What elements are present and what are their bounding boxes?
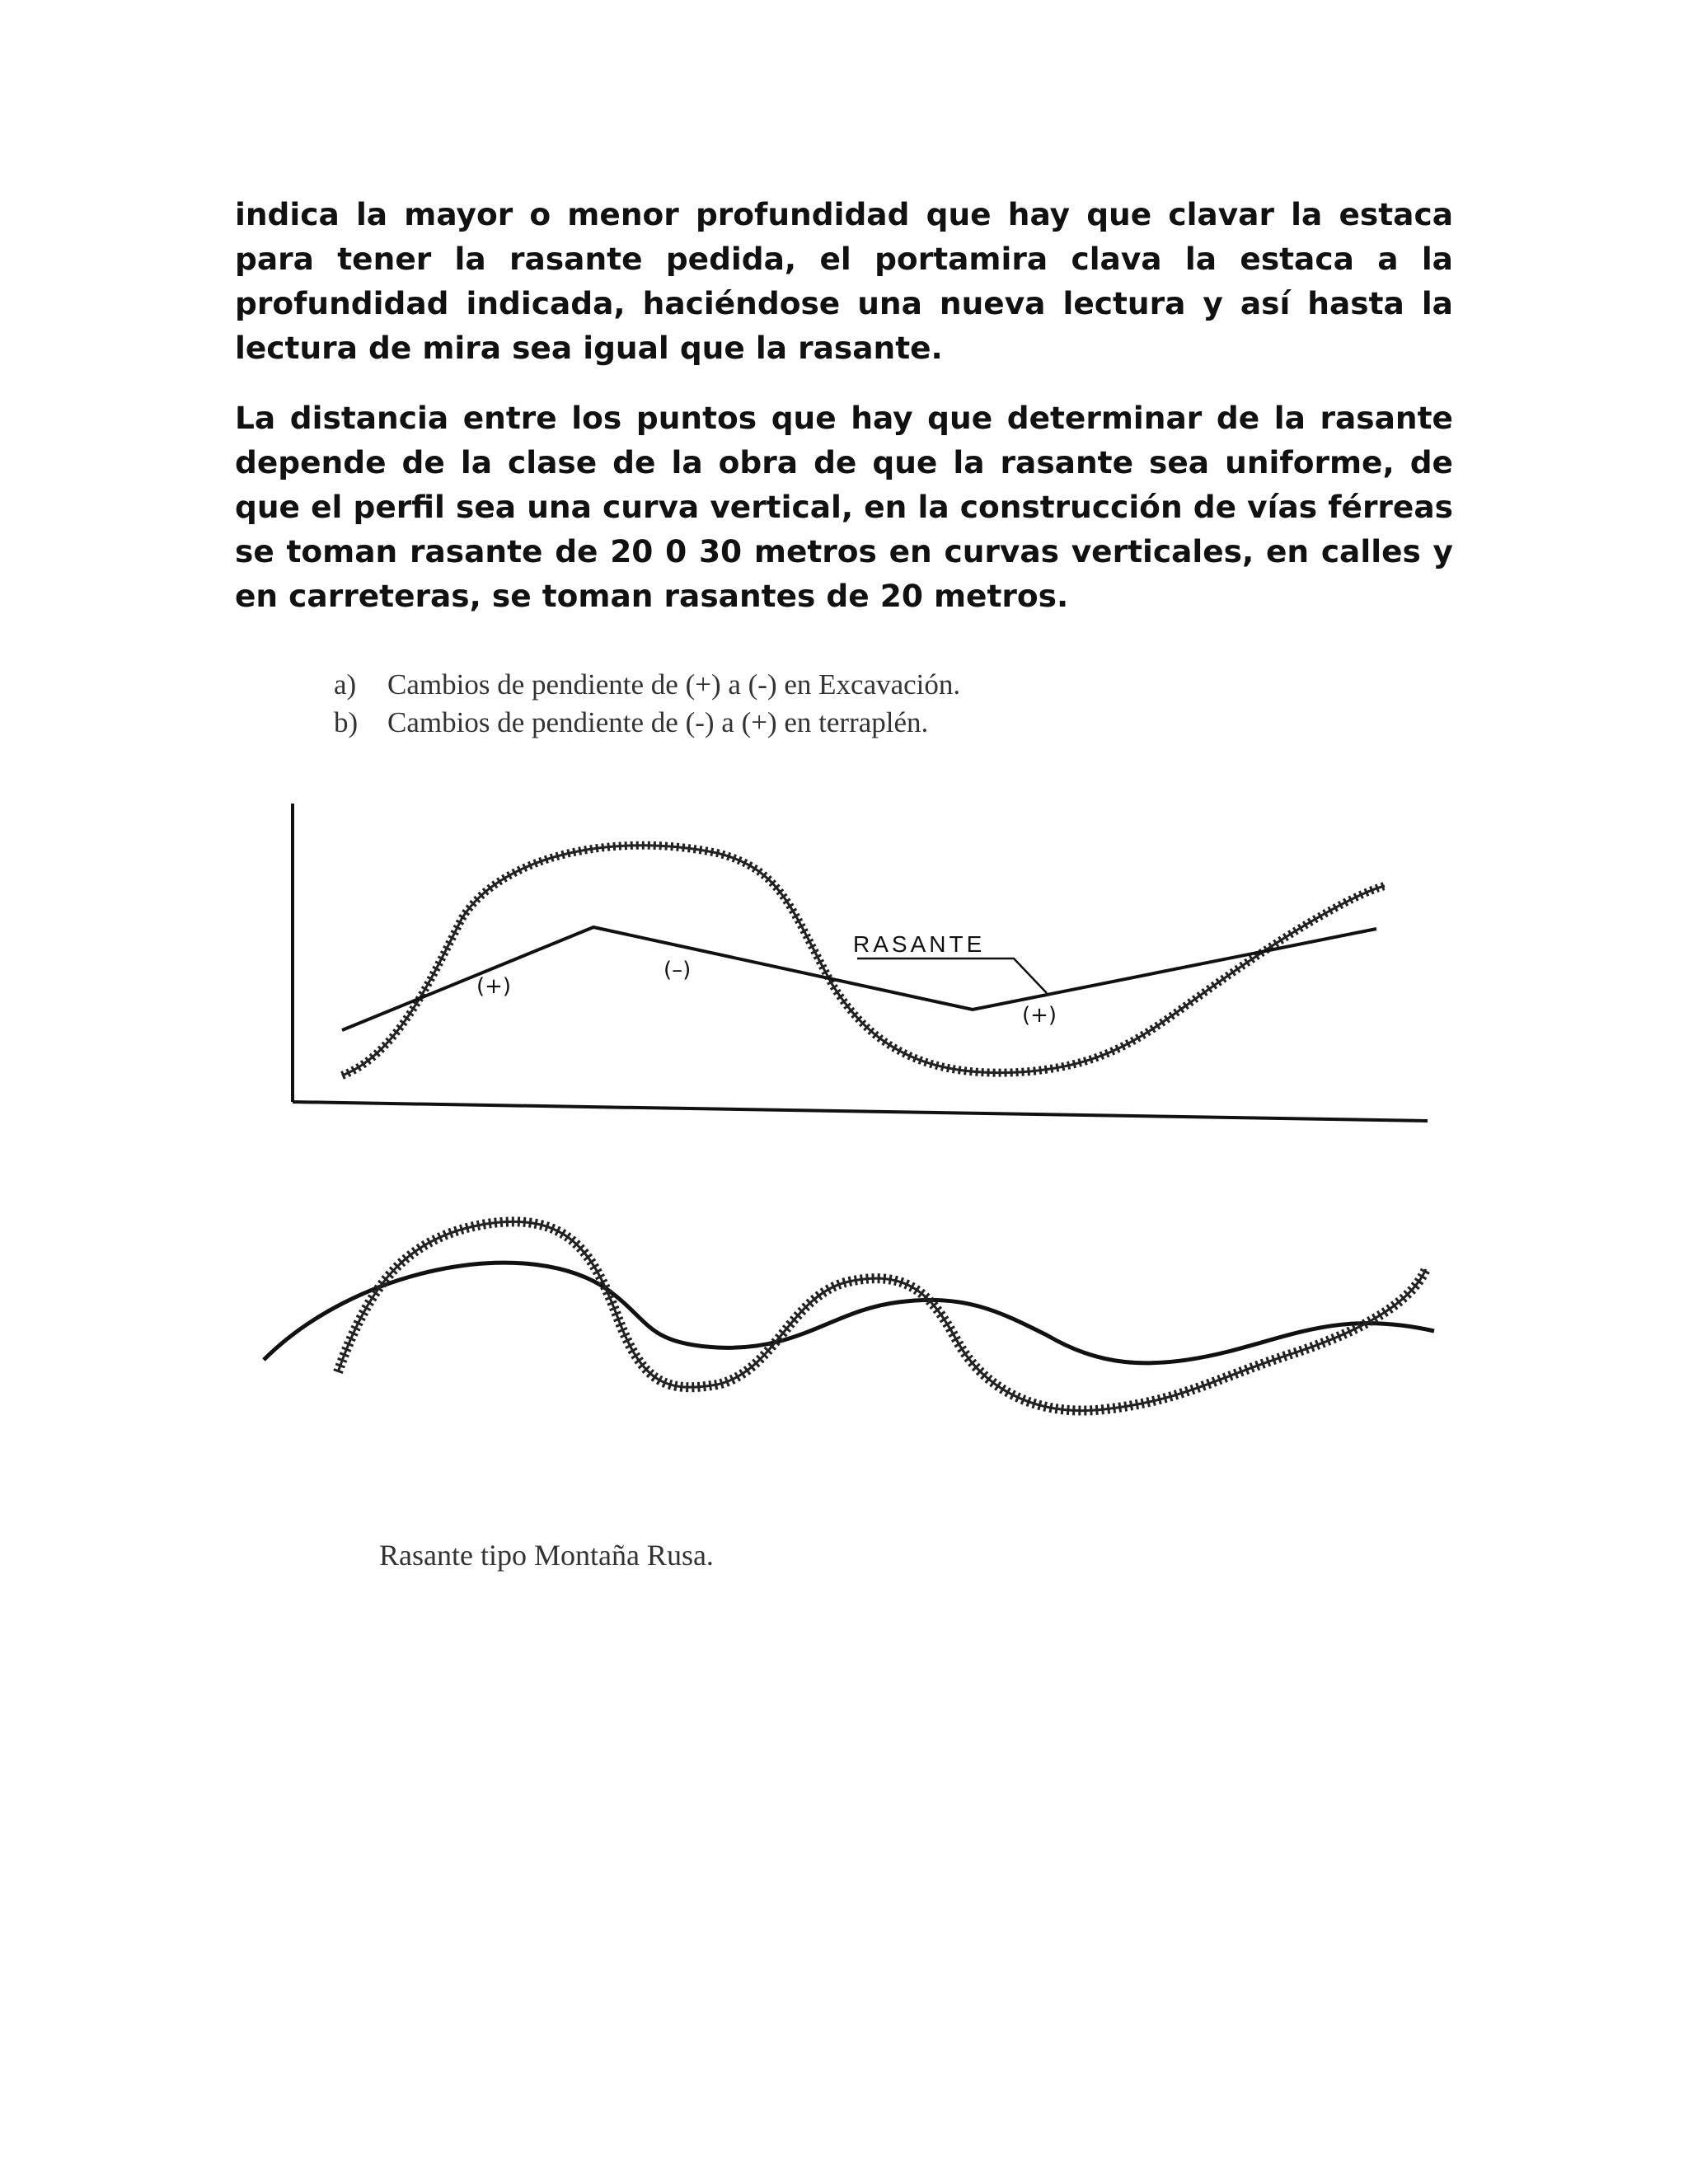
paragraph-1: indica la mayor o menor profundidad que hay que clavar la estaca para tener la rasante pedida, el portamira clava la estaca a la profundidad indicada, haciéndose una nueva lectura y así hasta la lectura de mira sea igual que la rasante. [235, 196, 1453, 366]
minus-sign: (–) [663, 958, 692, 982]
figure-list-text: Cambios de pendiente de (-) a (+) en terraplén. [387, 706, 929, 738]
figure-list-item-b [334, 704, 960, 742]
roller-coaster-diagram [256, 1187, 1442, 1459]
figure-caption: Rasante tipo Montaña Rusa. [379, 1539, 714, 1572]
figure-list-letter: a) [334, 668, 357, 701]
terrain-hatched-line [338, 1221, 1426, 1410]
terrain-outline-2 [338, 1221, 1426, 1410]
rasante-label: RASANTE [853, 931, 986, 957]
plus-sign-1: (+) [476, 974, 512, 999]
terrain-line [342, 846, 1385, 1076]
figure-list-item-a [334, 666, 960, 704]
horizontal-axis [293, 1102, 1428, 1121]
plus-sign-2: (+) [1022, 1003, 1057, 1028]
rasante-leader [857, 958, 1047, 993]
figure-list-letter: b) [334, 706, 359, 738]
figure-list-text: Cambios de pendiente de (+) a (-) en Excavación. [387, 668, 961, 701]
figure-list [334, 666, 960, 742]
paragraph-2: La distancia entre los puntos que hay que determinar de la rasante depende de la clase de la obra de que la rasante sea uniforme, de que el perfil sea una curva vertical, en la construcción de vías férreas se toman rasante de 20 0 30 metros en curvas verticales, en calles y en carreteras, se toman rasantes de 20 metros. [235, 400, 1453, 614]
profile-diagram [256, 787, 1442, 1133]
